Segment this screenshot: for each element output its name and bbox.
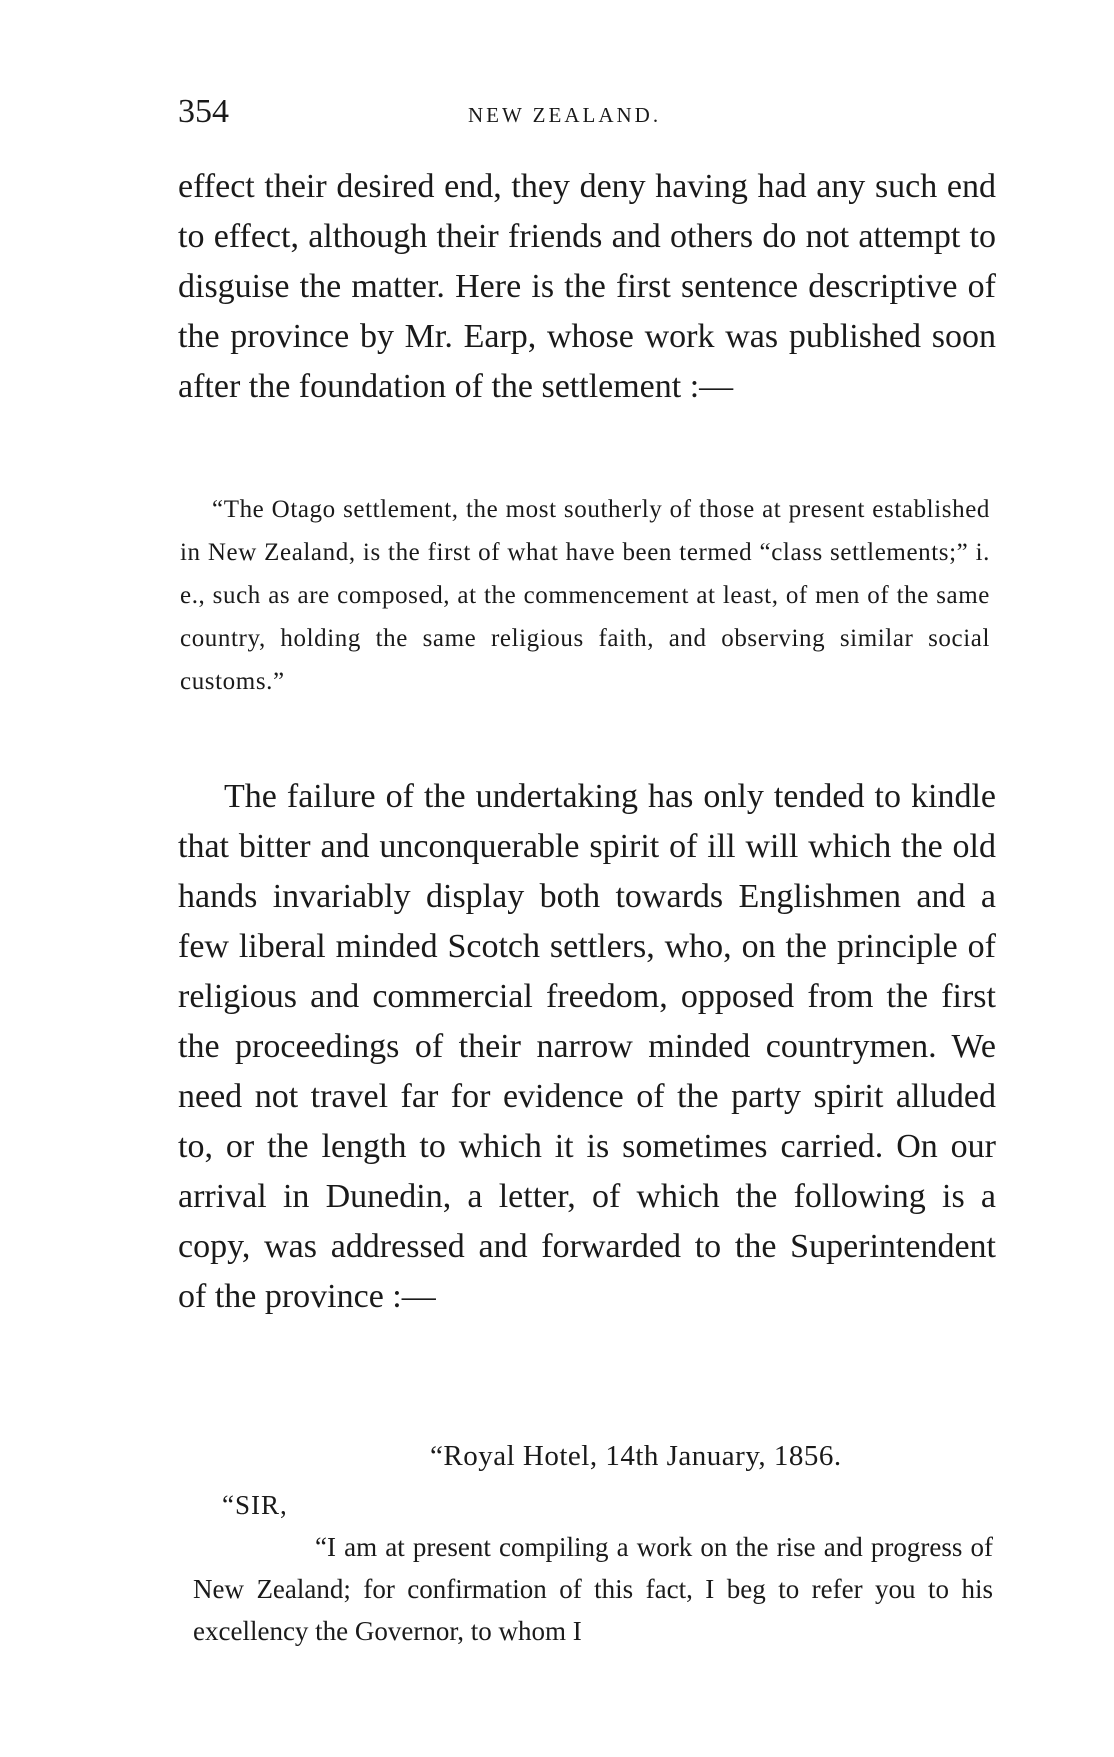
- letter-dateline: “Royal Hotel, 14th January, 1856.: [430, 1440, 842, 1472]
- running-title: NEW ZEALAND.: [468, 103, 662, 127]
- running-head: [178, 92, 998, 132]
- letter-body: “I am at present compiling a work on the rise and progress of New Zealand; for confirmation of this fact, I beg to refer you to his excellency the Governor, to whom I: [193, 1532, 993, 1646]
- paragraph-2: The failure of the undertaking has only tended to kindle that bitter and unconquerable spirit of ill will which the old hands invariably display both towards Englishmen and a few liberal minded Scotch settlers, who, on the principle of religious and commercial freedom, opposed from the first the proceedings of their narrow minded countrymen. We need not travel far for evidence of the party spirit alluded to, or the length to which it is sometimes carried. On our arrival in Dunedin, a letter, of which the following is a copy, was addressed and forwarded to the Superintendent of the province :—: [178, 778, 996, 1315]
- block-quote: “The Otago settlement, the most southerly of those at present established in New Zealand, is the first of what have been termed “class settlements;” i. e., such as are composed, at the commencement at least, of men of the same country, holding the same religious faith, and observing similar social customs.”: [180, 496, 990, 695]
- paragraph-1: effect their desired end, they deny having had any such end to effect, although their friends and others do not attempt to disguise the matter. Here is the first sentence descriptive of the province by Mr. Earp, whose work was published soon after the foundation of the settlement :—: [178, 168, 996, 405]
- page-number: 354: [178, 93, 229, 130]
- letter-salutation: “SIR,: [222, 1490, 288, 1520]
